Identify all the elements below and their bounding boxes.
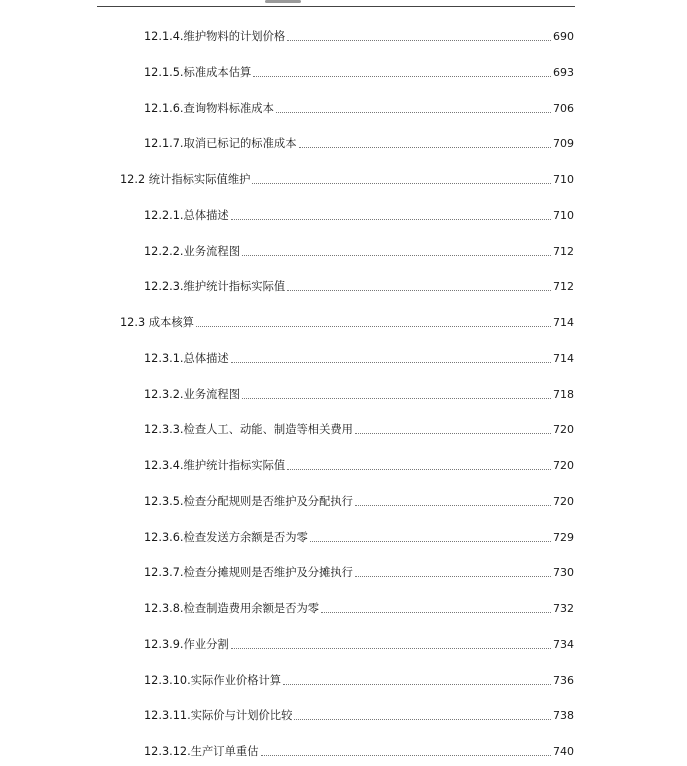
toc-dot-leader: [299, 147, 552, 148]
toc-subsection-entry[interactable]: [144, 350, 574, 366]
toc-entry-title: 12.3.9.作业分割: [144, 637, 229, 651]
toc-dot-leader: [294, 719, 551, 720]
toc-subsection-entry[interactable]: [144, 493, 574, 509]
toc-entry-title: 12.3.6.检查发送方余额是否为零: [144, 530, 308, 544]
toc-dot-leader: [252, 183, 551, 184]
toc-page-number: 693: [553, 65, 574, 79]
toc-dot-leader: [253, 76, 551, 77]
toc-subsection-entry[interactable]: [144, 743, 574, 759]
toc-dot-leader: [261, 755, 552, 756]
toc-entry-title: 12.3.3.检查人工、动能、制造等相关费用: [144, 423, 353, 437]
toc-section-entry[interactable]: [120, 171, 574, 187]
toc-dot-leader: [231, 362, 551, 363]
toc-page-number: 710: [553, 173, 574, 186]
toc-subsection-entry[interactable]: [144, 100, 574, 116]
toc-page-number: 710: [553, 208, 574, 222]
toc-page-number: 714: [553, 351, 574, 365]
toc-page-number: 740: [553, 745, 574, 758]
toc-dot-leader: [287, 40, 551, 41]
toc-subsection-entry[interactable]: [144, 278, 574, 294]
toc-entry-title: 12.3.8.检查制造费用余额是否为零: [144, 602, 320, 615]
toc-page-number: 718: [553, 387, 574, 401]
toc-page-number: 706: [553, 101, 574, 115]
toc-entry-title: 12.3.7.检查分摊规则是否维护及分摊执行: [144, 566, 353, 580]
toc-entry-title: 12.1.4.维护物料的计划价格: [144, 30, 286, 43]
toc-dot-leader: [231, 219, 551, 220]
toc-page-number: 732: [553, 602, 574, 615]
toc-subsection-entry[interactable]: [144, 28, 574, 44]
toc-dot-leader: [287, 290, 551, 291]
toc-dot-leader: [196, 326, 551, 327]
toc-dot-leader: [355, 576, 551, 577]
toc-entry-title: 12.3 成本核算: [120, 316, 194, 329]
toc-entry-title: 12.3.5.检查分配规则是否维护及分配执行: [144, 494, 353, 508]
toc-page-number: 720: [553, 494, 574, 508]
toc-dot-leader: [355, 505, 551, 506]
toc-dot-leader: [321, 612, 551, 613]
toc-subsection-entry[interactable]: [144, 636, 574, 652]
toc-page-number: 730: [553, 566, 574, 580]
toc-dot-leader: [276, 112, 551, 113]
toc-page-number: 720: [553, 459, 574, 472]
toc-entry-title: 12.3.10.实际作业价格计算: [144, 673, 282, 687]
toc-section-entry[interactable]: [120, 314, 574, 330]
toc-subsection-entry[interactable]: [144, 135, 574, 151]
toc-page-number: 714: [553, 316, 574, 329]
toc-dot-leader: [283, 684, 551, 685]
toc-subsection-entry[interactable]: [144, 243, 574, 259]
toc-subsection-entry[interactable]: [144, 386, 574, 402]
toc-entry-title: 12.1.5.标准成本估算: [144, 65, 252, 79]
toc-dot-leader: [242, 398, 551, 399]
toc-page-number: 738: [553, 709, 574, 723]
toc-page-number: 729: [553, 530, 574, 544]
toc-dot-leader: [231, 648, 551, 649]
header-rule: [97, 6, 575, 7]
toc-entry-title: 12.2.3.维护统计指标实际值: [144, 280, 286, 294]
toc-page-number: 709: [553, 137, 574, 151]
toc-page-number: 690: [553, 30, 574, 43]
toc-subsection-entry[interactable]: [144, 672, 574, 688]
toc-entry-title: 12.1.7.取消已标记的标准成本: [144, 137, 297, 151]
toc-dot-leader: [287, 469, 551, 470]
toc-subsection-entry[interactable]: [144, 207, 574, 223]
toc-subsection-entry[interactable]: [144, 600, 574, 616]
toc-dot-leader: [355, 433, 551, 434]
toc-entry-title: 12.1.6.查询物料标准成本: [144, 101, 274, 115]
toc-page-number: 712: [553, 280, 574, 294]
toc-entry-title: 12.3.1.总体描述: [144, 351, 229, 365]
toc-entry-title: 12.2.1.总体描述: [144, 208, 229, 222]
toc-page-number: 720: [553, 423, 574, 437]
toc-subsection-entry[interactable]: [144, 564, 574, 580]
toc-entry-title: 12.2 统计指标实际值维护: [120, 173, 251, 186]
toc-page-number: 734: [553, 637, 574, 651]
toc-subsection-entry[interactable]: [144, 707, 574, 723]
toc-subsection-entry[interactable]: [144, 421, 574, 437]
toc-page-number: 712: [553, 244, 574, 258]
toc-subsection-entry[interactable]: [144, 64, 574, 80]
toc-subsection-entry[interactable]: [144, 529, 574, 545]
toc-entry-title: 12.3.11.实际价与计划价比较: [144, 709, 293, 723]
toc-subsection-entry[interactable]: [144, 457, 574, 473]
toc-page-number: 736: [553, 673, 574, 687]
toc-entry-title: 12.3.12.生产订单重估: [144, 745, 259, 758]
toc-entry-title: 12.3.4.维护统计指标实际值: [144, 459, 286, 472]
toc-dot-leader: [242, 255, 551, 256]
toc-entry-title: 12.3.2.业务流程图: [144, 387, 241, 401]
toc-entry-title: 12.2.2.业务流程图: [144, 244, 241, 258]
running-header-fragment: [265, 0, 301, 3]
toc-dot-leader: [310, 541, 551, 542]
